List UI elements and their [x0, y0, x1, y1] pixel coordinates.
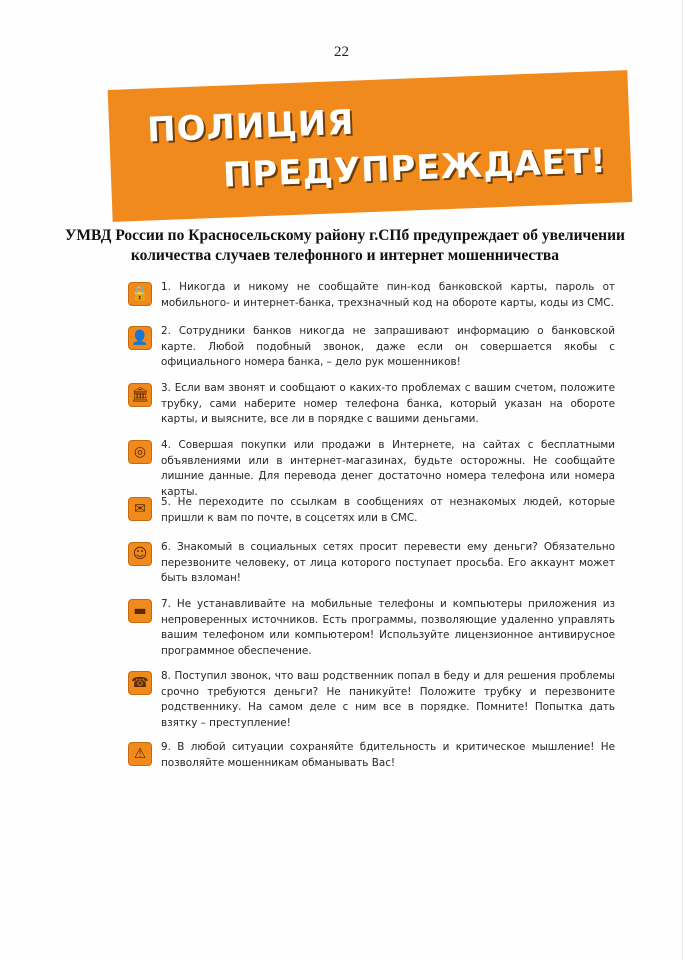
vigilance-icon: ⚠ [128, 742, 152, 766]
warning-banner [108, 70, 633, 222]
tip-text: 1. Никогда и никому не сообщайте пин-код банковской карты, пароль от мобильного- и интернет-банка, трехзначный код на обороте карты, коды из СМС. [161, 281, 615, 309]
phone-call-icon: ☎ [128, 671, 152, 695]
online-shopping-icon: ◎ [128, 440, 152, 464]
tip-text: 2. Сотрудники банков никогда не запрашивают информацию о банковской карте. Любой подобный звонок, даже если он совершается якобы с официального номера банка, – дело рук мошенников! [161, 325, 615, 368]
document-subtitle: УМВД России по Красносельскому району г.СПб предупреждает об увеличении количества случаев телефонного и интернет мошенничества [65, 227, 625, 264]
tip-text: 4. Совершая покупки или продажи в Интернете, на сайтах с бесплатными объявлениями или в интернет-магазинах, будьте осторожны. Не сообщайте лишние данные. Для перевода денег достаточно номера телефона или номера карты. [161, 439, 615, 498]
page-number: 22 [334, 44, 349, 60]
banner-title-line1: ПОЛИЦИЯ [146, 102, 356, 151]
computer-icon: ▬ [128, 599, 152, 623]
card-lock-icon: 🔒 [128, 282, 152, 306]
tip-text: 6. Знакомый в социальных сетях просит перевести ему деньги? Обязательно перезвоните человеку, от лица которого поступает просьба. Его аккаунт может быть взломан! [161, 541, 615, 584]
tip-text: 3. Если вам звонят и сообщают о каких-то проблемах с вашим счетом, положите трубку, сами наберите номер телефона банка, который указан на обороте карты, и выясните, все ли в порядке с вашими деньгами. [161, 382, 615, 425]
tip-text: 8. Поступил звонок, что ваш родственник попал в беду и для решения проблемы срочно требуются деньги? Не паникуйте! Положите трубку и перезвоните родственнику. На самом деле с ним все в порядке. Помните! Попытка дать взятку – преступление! [161, 670, 615, 729]
banner-title-line2: ПРЕДУПРЕЖДАЕТ! [222, 140, 608, 196]
bank-employee-icon: 👤 [128, 326, 152, 350]
tip-text: 5. Не переходите по ссылкам в сообщениях от незнакомых людей, которые пришли к вам по почте, в соцсетях или в СМС. [161, 496, 615, 524]
mask-icon: ☺ [128, 542, 152, 566]
tip-text: 9. В любой ситуации сохраняйте бдительность и критическое мышление! Не позволяйте мошенникам обманывать Вас! [161, 741, 615, 769]
link-message-icon: ✉ [128, 497, 152, 521]
bank-building-icon: 🏛 [128, 383, 152, 407]
tip-text: 7. Не устанавливайте на мобильные телефоны и компьютеры приложения из непроверенных источников. Есть программы, позволяющие удаленно управлять вашим телефоном или компьютером! Используйте лицензионное антивирусное программное обеспечение. [161, 598, 615, 657]
